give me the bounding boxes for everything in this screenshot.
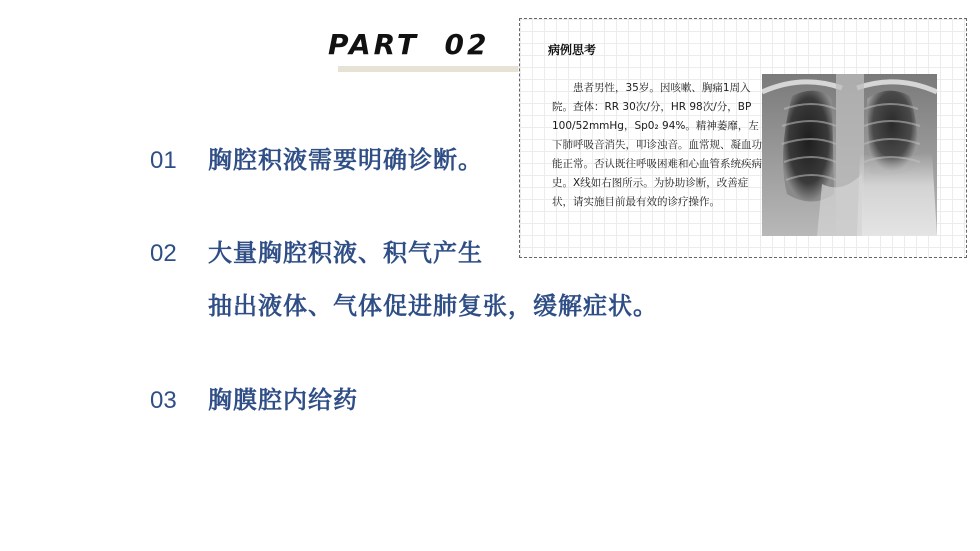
list-item-01: [150, 140, 483, 175]
item-text: 胸膜腔内给药: [208, 385, 358, 414]
item-number: 01: [150, 147, 177, 174]
item-number: 03: [150, 387, 177, 414]
item-text: 大量胸腔积液、积气产生: [208, 238, 483, 267]
case-title: 病例思考: [548, 43, 597, 57]
list-item-02: [150, 233, 483, 268]
item-number: 02: [150, 240, 177, 267]
case-body: [552, 79, 762, 212]
xray-graphic: [762, 74, 937, 236]
list-item-03: [150, 380, 358, 415]
part-label: PART 02: [328, 28, 490, 61]
case-card: [519, 18, 967, 258]
title-underline: [338, 66, 538, 72]
chest-xray-image: [762, 74, 937, 236]
item-text: 胸腔积液需要明确诊断。: [208, 145, 483, 174]
list-item-02-line2: 抽出液体、气体促进肺复张，缓解症状。: [208, 291, 658, 320]
case-paragraph: 患者男性，35岁。因咳嗽、胸痛1周入院。查体：RR 30次/分，HR 98次/分，BP 100/52mmHg，Sp0₂ 94%。精神萎靡，左下肺呼吸音消失，叩诊浊音。血常规、凝血功能正常。否认既往呼吸困难和心血管系统疾病史。X线如右图所示。为协助诊断，改善症状，请实施目前最有效的诊疗操作。: [552, 82, 762, 208]
